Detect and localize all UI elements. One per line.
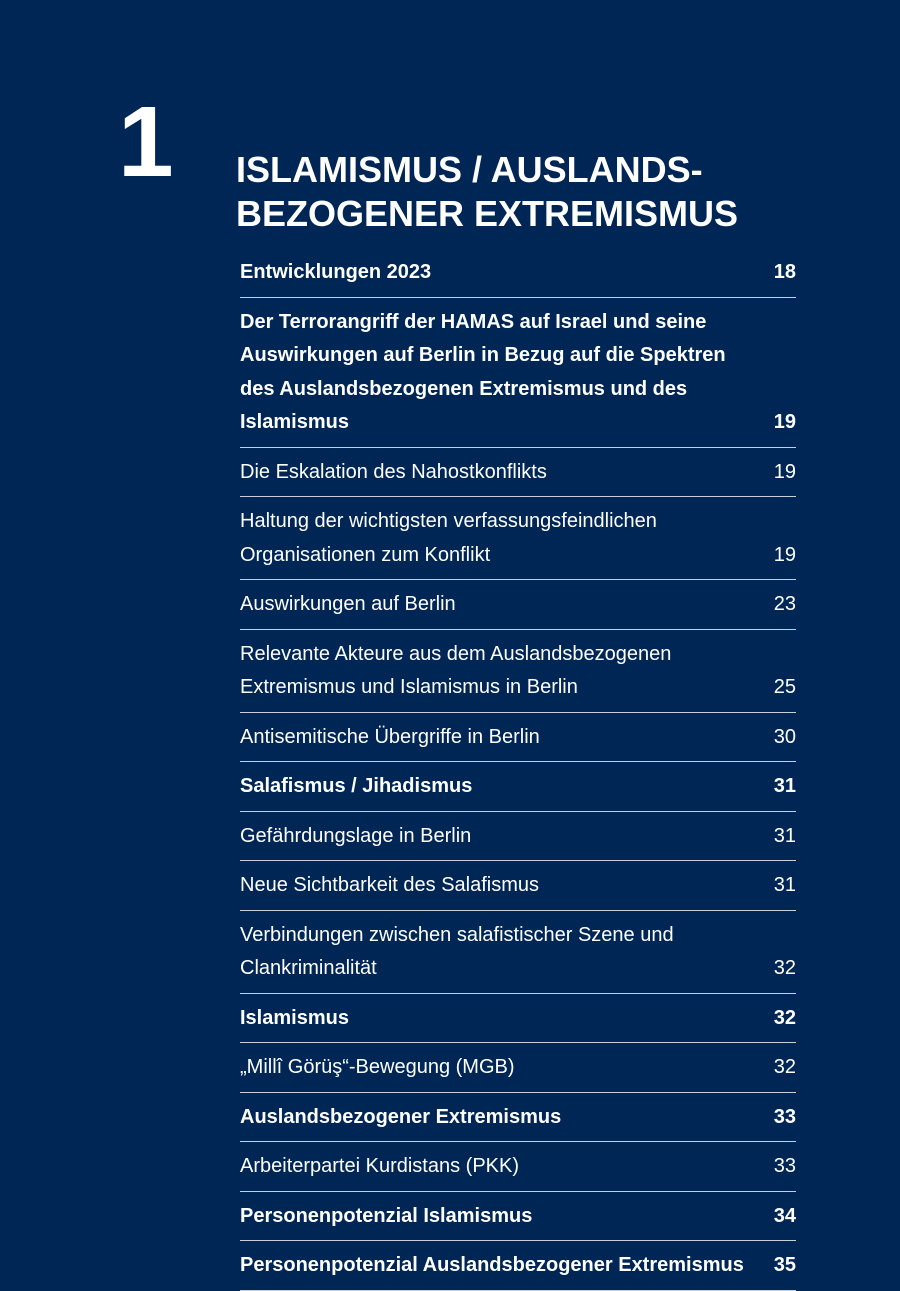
toc-entry-title: Neue Sichtbarkeit des Salafismus	[240, 874, 540, 896]
toc-entry-sichtbarkeit-salafismus[interactable]	[240, 861, 796, 911]
toc-entry-page: 19	[773, 460, 796, 483]
toc-entry-title: Verbindungen zwischen salafistischer Szene und Clankriminalität	[240, 923, 674, 979]
toc-entry-page: 19	[773, 543, 796, 566]
toc-entry-title: Salafismus / Jihadismus	[240, 775, 473, 797]
toc-entry-page: 35	[773, 1254, 796, 1276]
toc-entry-title: Gefährdungslage in Berlin	[240, 824, 472, 847]
toc-entry-title: Antisemitische Übergriffe in Berlin	[240, 725, 540, 748]
toc-entry-page: 31	[773, 874, 796, 896]
toc-entry-title: Auslandsbezogener Extremismus	[240, 1105, 562, 1128]
toc-entry-personenpotenzial-islamismus[interactable]	[240, 1192, 796, 1242]
toc-entry-title: „Millî Görüş“-Bewegung (MGB)	[240, 1056, 515, 1078]
toc-entry-title: Relevante Akteure aus dem Auslandsbezogenen Extremismus und Islamismus in Berlin	[240, 642, 672, 698]
toc-entry-page: 23	[773, 593, 796, 615]
toc-entry-personenpotenzial-auslandsbezogen[interactable]	[240, 1241, 796, 1291]
chapter-title: ISLAMISMUS / AUSLANDS- BEZOGENER EXTREMISMUS	[236, 149, 739, 234]
toc-entry-page: 31	[773, 775, 796, 797]
toc-entry-page: 19	[773, 411, 796, 433]
toc-entry-page: 31	[773, 824, 796, 847]
toc-entry-title: Personenpotenzial Auslandsbezogener Extremismus	[240, 1254, 744, 1276]
toc-entry-page: 33	[773, 1155, 796, 1177]
toc-entry-title: Entwicklungen 2023	[240, 261, 432, 283]
toc-entry-title: Personenpotenzial Islamismus	[240, 1204, 533, 1227]
toc-entry-page: 34	[773, 1204, 796, 1227]
toc-entry-title: Islamismus	[240, 1006, 349, 1029]
toc-entry-haltung-organisationen[interactable]	[240, 497, 796, 580]
toc-entry-title: Auswirkungen auf Berlin	[240, 593, 456, 615]
toc-entry-title: Der Terrorangriff der HAMAS auf Israel und seine Auswirkungen auf Berlin in Bezug auf die Spektren des Auslandsbezogenen Extremismus und des Islamismus	[240, 310, 726, 433]
toc-entry-milli-goerues[interactable]	[240, 1043, 796, 1093]
toc-entry-gefaehrdungslage[interactable]	[240, 812, 796, 862]
toc-entry-eskalation-nahostkonflikt[interactable]	[240, 448, 796, 498]
toc-entry-page: 32	[773, 1006, 796, 1029]
toc-entry-entwicklungen-2023[interactable]	[240, 256, 796, 298]
toc-entry-page: 32	[773, 957, 796, 979]
toc-entry-title: Haltung der wichtigsten verfassungsfeindlichen Organisationen zum Konflikt	[240, 510, 657, 566]
toc-entry-title: Die Eskalation des Nahostkonflikts	[240, 460, 547, 483]
toc-entry-page: 30	[773, 725, 796, 748]
toc-entry-salafismus-jihadismus[interactable]	[240, 762, 796, 812]
toc-entry-terrorangriff-hamas[interactable]	[240, 298, 796, 448]
toc-entry-page: 32	[773, 1056, 796, 1078]
toc-entry-islamismus[interactable]	[240, 994, 796, 1044]
toc-entry-verbindungen-clankriminalitaet[interactable]	[240, 911, 796, 994]
toc-entry-auslandsbezogener-extremismus[interactable]	[240, 1093, 796, 1143]
toc-entry-page: 25	[773, 676, 796, 698]
toc-entry-relevante-akteure[interactable]	[240, 630, 796, 713]
toc-entry-antisemitische-uebergriffe[interactable]	[240, 713, 796, 763]
chapter-number: 1	[118, 86, 174, 198]
toc-entry-auswirkungen-berlin[interactable]	[240, 580, 796, 630]
toc-entry-pkk[interactable]	[240, 1142, 796, 1192]
toc-entry-title: Arbeiterpartei Kurdistans (PKK)	[240, 1155, 520, 1177]
toc-entry-page: 33	[773, 1105, 796, 1128]
toc-entry-page: 18	[773, 261, 796, 283]
table-of-contents	[240, 256, 796, 1291]
